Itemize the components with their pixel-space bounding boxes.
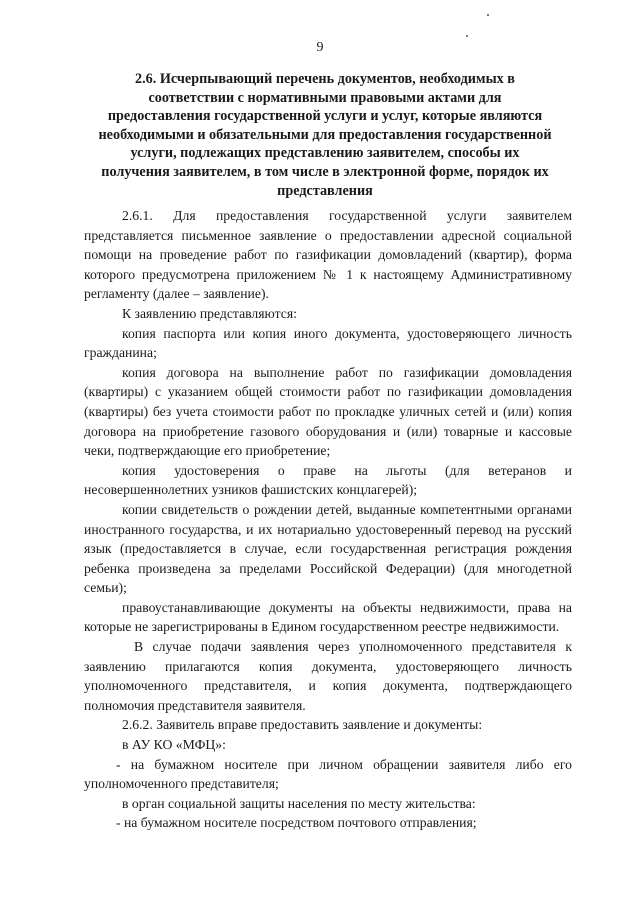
scan-speck [466, 35, 468, 37]
heading-line: услуги, подлежащих представлению заявителем, способы их [130, 145, 520, 162]
heading-line: получения заявителем, в том числе в электронной форме, порядок их [101, 163, 549, 180]
scan-speck [487, 14, 489, 16]
heading-line: 2.6. Исчерпывающий перечень документов, необходимых в [135, 71, 515, 87]
heading-line: представления [277, 182, 373, 199]
paragraph-2-6-2: 2.6.2. Заявитель вправе предоставить заявление и документы: [122, 717, 483, 733]
list-item-birth-certificates: копии свидетельств о рождении детей, выданные компетентными органами иностранного государства, и их нотариально удостоверенный перевод на русский язык (предоставляется в случае, если государственная регистрация рождения ребенка произведена за пределами Российской Федерации) (для многодетной семьи); [84, 501, 572, 596]
paragraph-mfc: в АУ КО «МФЦ»: [122, 737, 226, 753]
list-item-contract-copy: копия договора на выполнение работ по газификации домовладения (квартиры) с указанием общей стоимости работ по газификации домовладения (квартиры) без учета стоимости работ по прокладке уличных сетей и (или) копия договора на приобретение газового оборудования и (или) товарные и кассовые чеки, подтверждающие его приобретение; [84, 364, 572, 459]
page-number: 9 [316, 40, 324, 55]
list-item-paper-in-person: - на бумажном носителе при личном обращении заявителя либо его уполномоченного представителя; [84, 756, 572, 792]
heading-line: необходимыми и обязательными для предоставления государственной [98, 126, 552, 143]
paragraph-social-protection: в орган социальной защиты населения по месту жительства: [122, 795, 476, 811]
list-item-property-documents: правоустанавливающие документы на объекты недвижимости, права на которые не зарегистрированы в Едином государственном реестре недвижимости. [84, 599, 572, 635]
paragraph-representative: В случае подачи заявления через уполномоченного представителя к заявлению прилагаются копия документа, удостоверяющего личность уполномоченного представителя, и копия документа, подтверждающего полномочия представителя заявителя. [84, 639, 572, 713]
list-item-benefits-certificate: копия удостоверения о праве на льготы (для ветеранов и несовершеннолетних узников фашистских концлагерей); [84, 462, 572, 498]
heading-line: предоставления государственной услуги и услуг, которые являются [107, 108, 543, 125]
paragraph-2-6-1: 2.6.1. Для предоставления государственной услуги заявителем представляется письменное заявление о предоставлении адресной социальной помощи на проведение работ по газификации домовладений (квартир), форма которого предусмотрена приложением № 1 к настоящему Административному регламенту (далее – заявление). [84, 208, 572, 302]
heading-line: соответствии с нормативными правовыми актами для [148, 89, 502, 106]
list-item-passport-copy: копия паспорта или копия иного документа, удостоверяющего личность гражданина; [84, 325, 572, 361]
list-item-paper-by-post: - на бумажном носителе посредством почтового отправления; [116, 815, 477, 831]
section-heading [80, 70, 570, 200]
document-body [84, 206, 572, 833]
paragraph-attachments-intro: К заявлению представляются: [122, 305, 297, 321]
